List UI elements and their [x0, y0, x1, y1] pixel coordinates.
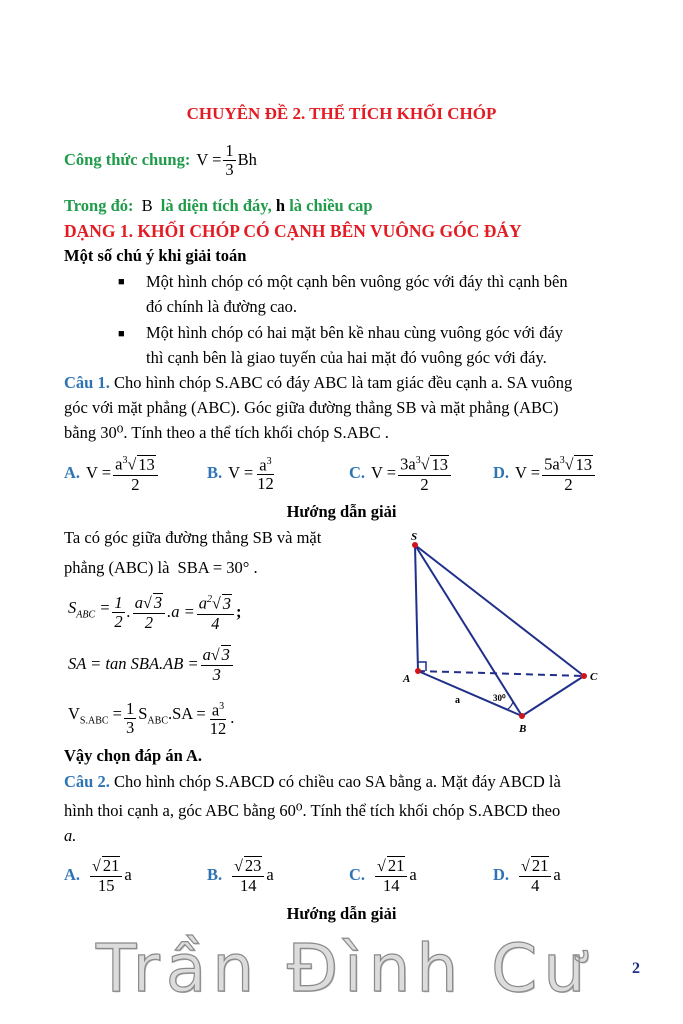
- option-letter: D.: [493, 865, 510, 884]
- pyramid-figure: [395, 528, 610, 743]
- note-item: [146, 270, 626, 319]
- formula-den: 3: [225, 159, 234, 179]
- page-number: 2: [632, 960, 640, 977]
- formula-fraction: [223, 142, 235, 179]
- option-radicand: 21: [531, 855, 549, 875]
- label-c: C: [590, 671, 598, 683]
- option-fraction: $\frac{5a^3√ 13}{2}$: [542, 452, 595, 494]
- edge-ac-hidden: [418, 671, 584, 676]
- solution-heading: Hướng dẫn giải: [286, 904, 397, 923]
- option-fraction: $\frac{3a^3√ 13}{2}$: [398, 452, 451, 494]
- label-angle: 30⁰: [493, 693, 506, 703]
- note-line: thì cạnh bên là giao tuyến của hai mặt đó vuông góc với đáy.: [146, 348, 547, 367]
- label-s: S: [411, 531, 418, 543]
- option-lhs: V =: [371, 463, 397, 482]
- formula-rhs: Bh: [237, 150, 257, 169]
- option-radicand: 21: [387, 855, 405, 875]
- option-fraction: $\frac{a^3√ 13}{2}$: [113, 452, 158, 494]
- answer-option-c[interactable]: [349, 450, 453, 496]
- answer-option-d[interactable]: [493, 852, 561, 898]
- point-b: [519, 713, 525, 719]
- solution-line: Ta có góc giữa đường thẳng SB và mặt: [64, 528, 322, 547]
- question-1: [64, 371, 624, 445]
- angle-arc: [508, 702, 513, 709]
- edge-ab: [418, 671, 522, 716]
- option-den: 2: [564, 474, 573, 494]
- option-den: 14: [382, 875, 400, 895]
- volume-formula: $V_{S.ABC}$ = $\frac{1}{3}$ $S_{ABC}.SA$ = $\frac{a^3}{12}$ .: [68, 698, 235, 739]
- solution-text: [64, 526, 364, 580]
- note-item: [146, 321, 636, 370]
- answer-option-b[interactable]: [207, 852, 274, 898]
- option-fraction: $\frac{√ 21}{15}$: [90, 856, 122, 895]
- edge-sc: [415, 545, 584, 676]
- formula-num: 1: [225, 140, 234, 160]
- formula-legend: [64, 194, 373, 218]
- option-den: 14: [240, 875, 257, 895]
- where-label: Trong đó:: [64, 196, 134, 215]
- option-letter: B.: [207, 463, 223, 482]
- option-letter: D.: [493, 463, 510, 482]
- answer-option-d[interactable]: [493, 450, 597, 496]
- label-a: A: [403, 673, 411, 685]
- option-lhs: V =: [515, 463, 541, 482]
- option-letter: C.: [349, 463, 366, 482]
- where-b: B: [141, 196, 153, 215]
- where-h-desc: là chiều cap: [289, 196, 373, 215]
- note-line: đó chính là đường cao.: [146, 297, 298, 316]
- option-letter: A.: [64, 865, 81, 884]
- height-formula: SA = tan SBA.AB = $\frac{a√ 3}{3}$: [68, 640, 235, 688]
- point-a: [415, 668, 421, 674]
- bullet-icon: ■: [118, 276, 125, 288]
- answer-option-c[interactable]: [349, 852, 417, 898]
- question-label: Câu 2.: [64, 772, 110, 791]
- edge-sb: [415, 545, 522, 716]
- question-text: Cho hình chóp S.ABC có đáy ABC là tam giác đều cạnh a. SA vuông: [113, 373, 573, 392]
- option-den: 2: [131, 474, 140, 494]
- note-line: Một hình chóp có hai mặt bên kề nhau cùng vuông góc với đáy: [146, 323, 564, 342]
- option-radicand: 21: [102, 855, 120, 875]
- question-text: Cho hình chóp S.ABCD có chiều cao SA bằng a. Mặt đáy ABCD là: [113, 772, 561, 791]
- conclusion: Vậy chọn đáp án A.: [64, 746, 203, 765]
- option-fraction: $\frac{a^3}{12}$: [255, 453, 276, 494]
- question-text: góc với mặt phẳng (ABC). Góc giữa đường thẳng SB và mặt phẳng (ABC): [64, 398, 559, 417]
- point-c: [581, 673, 587, 679]
- answer-option-a[interactable]: [64, 450, 160, 496]
- solution-heading: Hướng dẫn giải: [286, 502, 397, 521]
- solution-line: phẳng (ABC) là: [64, 558, 170, 577]
- question-text: bằng 30⁰. Tính theo a thể tích khối chóp S.ABC .: [64, 423, 389, 442]
- option-letter: A.: [64, 463, 81, 482]
- area-formula: $S_{ABC}$ = $\frac{1}{2}$ . $\frac{a√ 3}{2}$ .a = $\frac{a^2√ 3}{4}$ ;: [68, 592, 242, 633]
- formula-lhs: V =: [196, 150, 222, 169]
- answer-option-a[interactable]: [64, 852, 132, 898]
- where-h: h: [275, 196, 286, 215]
- option-fraction: $\frac{√ 21}{4}$: [519, 856, 551, 895]
- option-letter: C.: [349, 865, 366, 884]
- option-lhs: V =: [228, 463, 254, 482]
- option-tail: a: [409, 865, 417, 884]
- option-letter: B.: [207, 865, 223, 884]
- edge-sa: [415, 545, 418, 671]
- answer-option-b[interactable]: [207, 450, 278, 496]
- page-title: CHUYÊN ĐỀ 2. THỂ TÍCH KHỐI CHÓP: [186, 104, 497, 123]
- option-tail: a: [266, 865, 274, 884]
- question-text: a.: [64, 826, 77, 845]
- option-den: 2: [420, 474, 429, 494]
- question-label: Câu 1.: [64, 373, 110, 392]
- label-b: B: [519, 723, 527, 735]
- section-heading: DẠNG 1. KHỐI CHÓP CÓ CẠNH BÊN VUÔNG GÓC ĐÁY: [64, 221, 522, 241]
- option-den: 15: [97, 875, 115, 895]
- bullet-icon: ■: [118, 328, 125, 340]
- question-2: [64, 770, 624, 848]
- notes-title: Một số chú ý khi giải toán: [64, 246, 247, 265]
- where-b-desc: là diện tích đáy,: [160, 196, 272, 215]
- option-tail: a: [553, 865, 561, 884]
- question-text: hình thoi cạnh a, góc ABC bằng 60⁰. Tính thể tích khối chóp S.ABCD theo: [64, 801, 561, 820]
- option-lhs: V =: [86, 463, 112, 482]
- option-radicand: 23: [244, 855, 262, 875]
- option-fraction: $\frac{√ 21}{14}$: [375, 856, 407, 895]
- general-formula: [64, 138, 257, 182]
- option-tail: a: [124, 865, 132, 884]
- option-fraction: $\frac{√ 23}{14}$: [232, 856, 264, 895]
- note-line: Một hình chóp có một cạnh bên vuông góc với đáy thì cạnh bên: [146, 272, 568, 291]
- angle-equation: SBA = 30° .: [177, 558, 258, 577]
- label-edge-a: a: [455, 695, 460, 706]
- option-den: 4: [531, 875, 540, 895]
- edge-bc: [522, 676, 584, 716]
- author-watermark: Trần Đình Cư: [96, 930, 592, 1007]
- option-den: 12: [257, 474, 274, 494]
- formula-label: Công thức chung:: [64, 150, 191, 169]
